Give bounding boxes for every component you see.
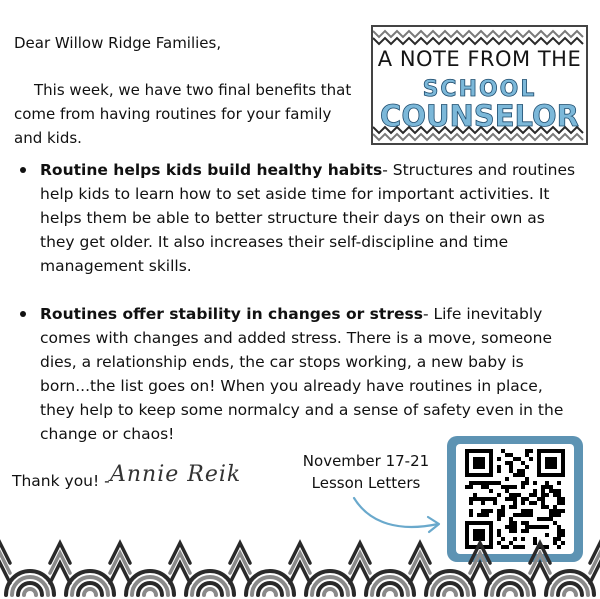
list-item — [18, 302, 578, 446]
benefit-list — [18, 158, 578, 446]
lesson-label: Lesson Letters — [311, 474, 421, 492]
intro-paragraph: This week, we have two final benefits that come from having routines for your family and kids. — [14, 81, 352, 147]
closing-text: Thank you! - — [12, 472, 110, 490]
header-line-note: A NOTE FROM THE — [377, 47, 582, 71]
lesson-info — [296, 450, 436, 494]
header-line-counselor: COUNSELOR — [380, 99, 579, 133]
lesson-dates: November 17-21 — [302, 452, 430, 470]
bullet-dot-icon — [20, 311, 26, 317]
header-line-school: SCHOOL — [422, 77, 537, 102]
decorative-wave-pattern-icon — [0, 525, 600, 599]
list-item — [18, 158, 578, 278]
benefit-text: - Structures and routines help kids to learn how to set aside time for important activities. It helps them be able to better structure their days on their own as they get older. It also increases their self-discipline and time management skills. — [40, 161, 576, 275]
signature: Annie Reik — [110, 462, 242, 487]
bullet-dot-icon — [20, 167, 26, 173]
greeting: Dear Willow Ridge Families, — [14, 34, 222, 52]
benefit-title: Routines offer stability in changes or stress — [40, 305, 423, 323]
benefit-title: Routine helps kids build healthy habits — [40, 161, 383, 179]
counselor-header-banner — [371, 25, 588, 145]
benefit-text: - Life inevitably comes with changes and added stress. There is a move, someone dies, a relationship ends, the car stops working, a new baby is born...the list goes on! When you already have routines in place, they help to keep some normalcy and a sense of safety even in the change or chaos! — [40, 305, 564, 443]
